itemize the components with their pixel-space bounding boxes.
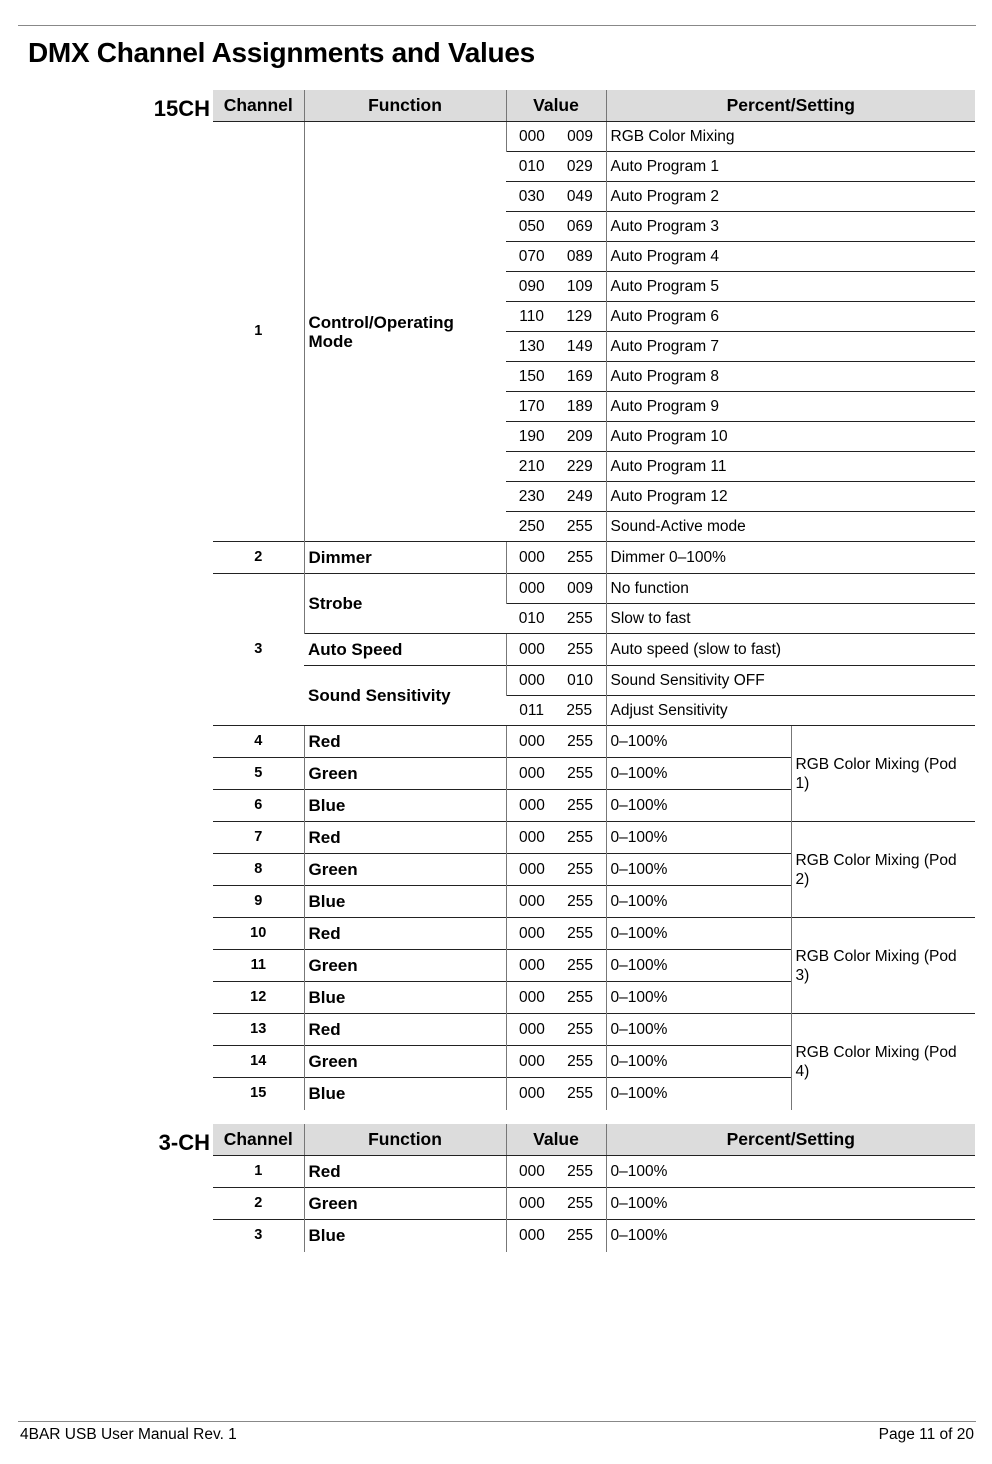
setting: Auto Program 8 [606, 362, 975, 392]
setting: 0–100% [606, 886, 791, 918]
header-function: Function [304, 1124, 506, 1156]
value-range: 000 255 [506, 822, 606, 854]
setting: 0–100% [606, 950, 791, 982]
header-channel: Channel [213, 90, 304, 122]
header-value: Value [506, 90, 606, 122]
header-row [213, 90, 975, 122]
footer-rule [18, 1421, 976, 1422]
function-name: Red [304, 726, 506, 758]
value-range: 000 255 [506, 982, 606, 1014]
value-range: 000 255 [506, 1220, 606, 1252]
setting: No function [606, 574, 975, 604]
channel-number: 2 [213, 542, 304, 574]
value-range: 130 149 [506, 332, 606, 362]
value-range: 000 010 [506, 666, 606, 696]
setting: Sound Sensitivity OFF [606, 666, 975, 696]
table-row [213, 542, 975, 574]
setting: Auto Program 10 [606, 422, 975, 452]
channel-number: 8 [213, 854, 304, 886]
value-range: 000 255 [506, 726, 606, 758]
function-name: Blue [304, 1220, 506, 1252]
header-value: Value [506, 1124, 606, 1156]
channel-number: 6 [213, 790, 304, 822]
value-range: 030 049 [506, 182, 606, 212]
channel-number: 3 [213, 1220, 304, 1252]
setting: Auto Program 7 [606, 332, 975, 362]
channel-number: 1 [213, 1156, 304, 1188]
setting: 0–100% [606, 822, 791, 854]
pod-group-label: RGB Color Mixing (Pod 2) [791, 822, 975, 918]
table-row [213, 918, 975, 950]
function-name: Dimmer [304, 542, 506, 574]
setting: Adjust Sensitivity [606, 696, 975, 726]
function-name: Green [304, 854, 506, 886]
value-range: 050 069 [506, 212, 606, 242]
function-name: Auto Speed [304, 634, 506, 666]
value-range: 230 249 [506, 482, 606, 512]
value-range: 010 255 [506, 604, 606, 634]
pod-group-label: RGB Color Mixing (Pod 4) [791, 1014, 975, 1110]
value-range: 000 255 [506, 1188, 606, 1220]
function-name: Control/Operating Mode [304, 122, 506, 542]
channel-number: 1 [213, 122, 304, 542]
function-name: Green [304, 1046, 506, 1078]
value-range: 000 009 [506, 122, 606, 152]
table-row [213, 822, 975, 854]
pod-group-label: RGB Color Mixing (Pod 3) [791, 918, 975, 1014]
table-3ch [213, 1124, 975, 1252]
table-row [213, 634, 975, 666]
setting: 0–100% [606, 854, 791, 886]
value-range: 070 089 [506, 242, 606, 272]
value-range: 170 189 [506, 392, 606, 422]
function-name: Sound Sensitivity [304, 666, 506, 726]
setting: Auto Program 9 [606, 392, 975, 422]
setting: 0–100% [606, 790, 791, 822]
top-rule [18, 25, 976, 26]
setting: Auto Program 2 [606, 182, 975, 212]
function-name: Strobe [304, 574, 506, 634]
value-range: 000 255 [506, 854, 606, 886]
channel-number: 11 [213, 950, 304, 982]
table-row [213, 726, 975, 758]
setting: Auto Program 1 [606, 152, 975, 182]
value-range: 010 029 [506, 152, 606, 182]
channel-number: 12 [213, 982, 304, 1014]
channel-number: 2 [213, 1188, 304, 1220]
value-range: 190 209 [506, 422, 606, 452]
function-name: Green [304, 758, 506, 790]
channel-number: 13 [213, 1014, 304, 1046]
table-row [213, 574, 975, 604]
setting: 0–100% [606, 1078, 791, 1110]
setting: Auto Program 5 [606, 272, 975, 302]
setting: 0–100% [606, 726, 791, 758]
setting: 0–100% [606, 1014, 791, 1046]
channel-number: 9 [213, 886, 304, 918]
value-range: 000 255 [506, 790, 606, 822]
value-range: 000 255 [506, 918, 606, 950]
header-function: Function [304, 90, 506, 122]
setting: 0–100% [606, 1046, 791, 1078]
value-range: 000 255 [506, 1156, 606, 1188]
value-range: 000 255 [506, 542, 606, 574]
channel-number: 5 [213, 758, 304, 790]
setting: 0–100% [606, 918, 791, 950]
footer-page-number: Page 11 of 20 [878, 1426, 974, 1443]
setting: 0–100% [606, 758, 791, 790]
value-range: 110 129 [506, 302, 606, 332]
function-name: Blue [304, 886, 506, 918]
channel-number: 3 [213, 574, 304, 726]
setting: RGB Color Mixing [606, 122, 975, 152]
function-name: Red [304, 822, 506, 854]
function-name: Red [304, 1014, 506, 1046]
table-15ch [213, 90, 975, 1110]
value-range: 250 255 [506, 512, 606, 542]
table-row [213, 1188, 975, 1220]
setting: Auto Program 11 [606, 452, 975, 482]
setting: Dimmer 0–100% [606, 542, 975, 574]
value-range: 090 109 [506, 272, 606, 302]
function-name: Blue [304, 1078, 506, 1110]
table-row [213, 666, 975, 696]
setting: Slow to fast [606, 604, 975, 634]
pod-group-label: RGB Color Mixing (Pod 1) [791, 726, 975, 822]
header-setting: Percent/Setting [606, 1124, 975, 1156]
footer-manual-title: 4BAR USB User Manual Rev. 1 [20, 1426, 237, 1443]
header-channel: Channel [213, 1124, 304, 1156]
table-row [213, 122, 975, 152]
setting: 0–100% [606, 1156, 975, 1188]
channel-number: 7 [213, 822, 304, 854]
value-range: 000 255 [506, 950, 606, 982]
value-range: 210 229 [506, 452, 606, 482]
setting: 0–100% [606, 1220, 975, 1252]
value-range: 000 255 [506, 1046, 606, 1078]
value-range: 000 255 [506, 634, 606, 666]
mode-label-15ch: 15CH [153, 96, 210, 121]
setting: Auto Program 4 [606, 242, 975, 272]
setting: 0–100% [606, 982, 791, 1014]
setting: Auto speed (slow to fast) [606, 634, 975, 666]
value-range: 000 255 [506, 1078, 606, 1110]
function-name: Blue [304, 982, 506, 1014]
channel-number: 10 [213, 918, 304, 950]
table-row [213, 1014, 975, 1046]
page-title: DMX Channel Assignments and Values [28, 37, 535, 68]
function-name: Blue [304, 790, 506, 822]
header-setting: Percent/Setting [606, 90, 975, 122]
channel-number: 4 [213, 726, 304, 758]
table-row [213, 1220, 975, 1252]
table-row [213, 1156, 975, 1188]
value-range: 011 255 [506, 696, 606, 726]
function-name: Red [304, 918, 506, 950]
value-range: 150 169 [506, 362, 606, 392]
channel-number: 14 [213, 1046, 304, 1078]
value-range: 000 009 [506, 574, 606, 604]
value-range: 000 255 [506, 1014, 606, 1046]
setting: Auto Program 3 [606, 212, 975, 242]
function-name: Red [304, 1156, 506, 1188]
setting: 0–100% [606, 1188, 975, 1220]
channel-number: 15 [213, 1078, 304, 1110]
function-name: Green [304, 1188, 506, 1220]
value-range: 000 255 [506, 886, 606, 918]
setting: Sound-Active mode [606, 512, 975, 542]
setting: Auto Program 12 [606, 482, 975, 512]
mode-label-3ch: 3-CH [158, 1130, 210, 1155]
function-name: Green [304, 950, 506, 982]
header-row [213, 1124, 975, 1156]
value-range: 000 255 [506, 758, 606, 790]
setting: Auto Program 6 [606, 302, 975, 332]
